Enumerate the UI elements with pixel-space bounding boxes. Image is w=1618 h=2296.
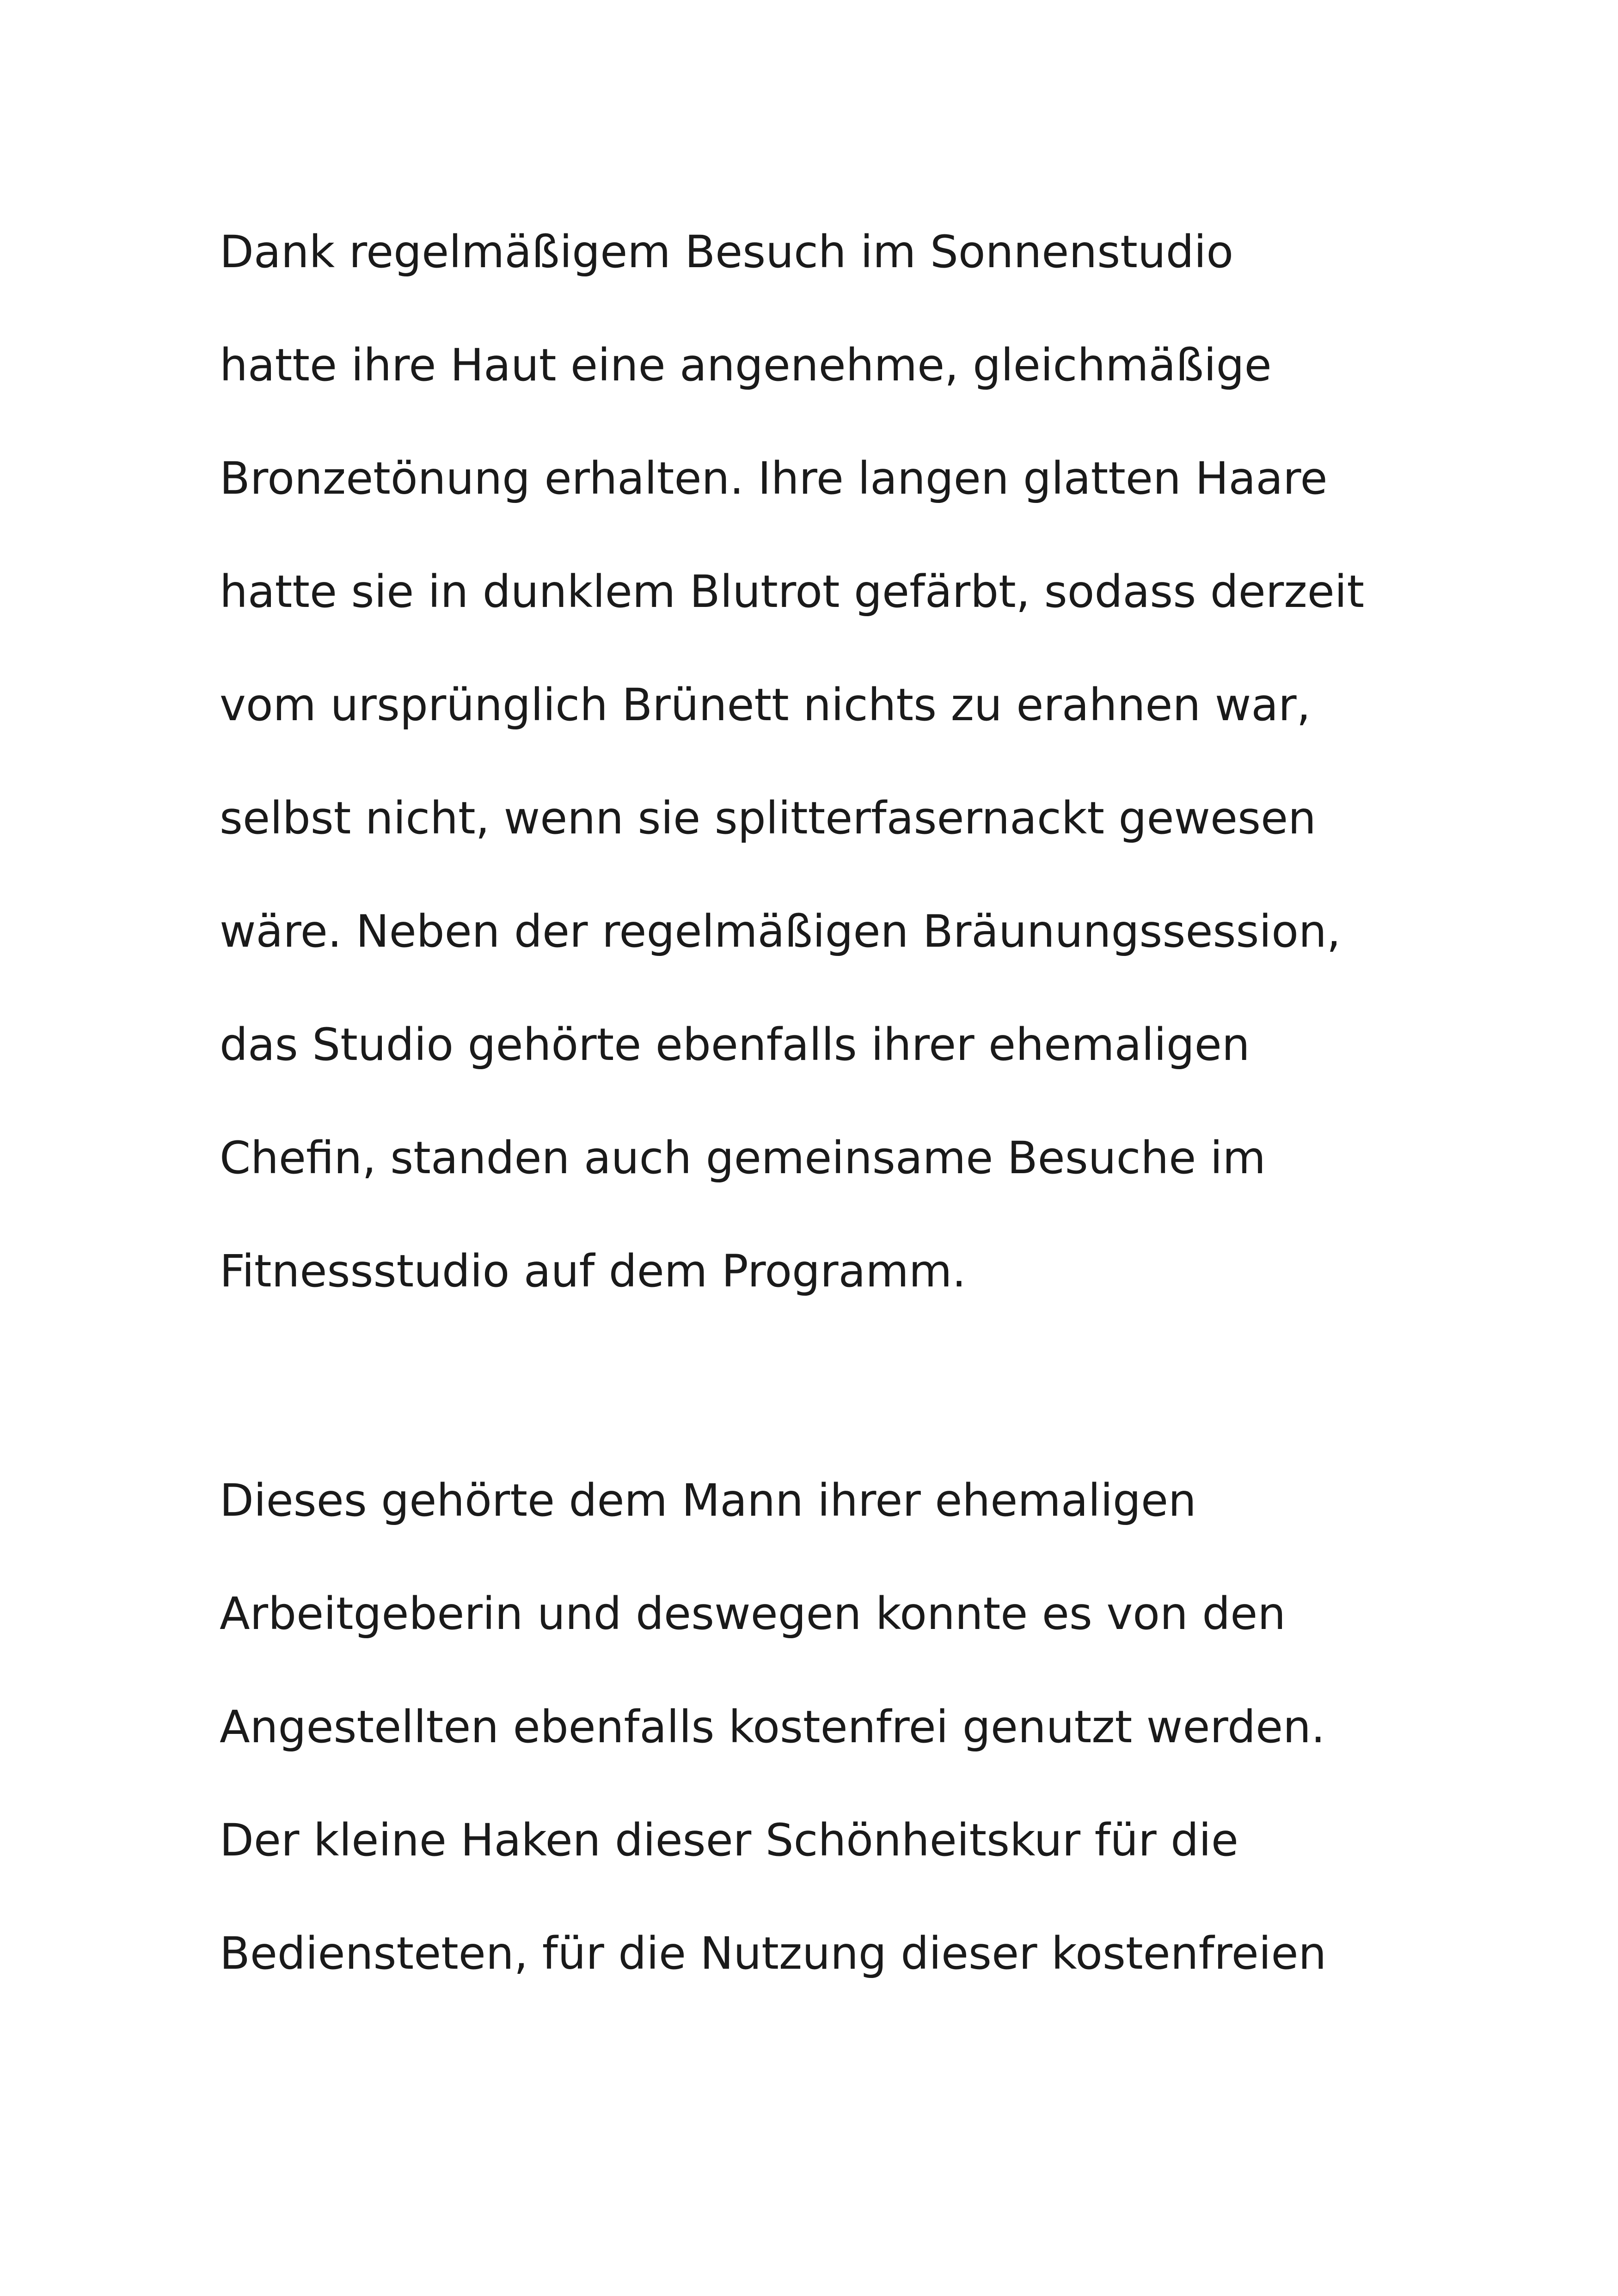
text-line: Chefin, standen auch gemeinsame Besuche im <box>220 1132 1266 1184</box>
text-line: hatte sie in dunklem Blutrot gefärbt, sodass derzeit <box>220 566 1365 618</box>
text-line: Fitnessstudio auf dem Programm. <box>220 1245 966 1297</box>
text-line: das Studio gehörte ebenfalls ihrer ehemaligen <box>220 1019 1250 1071</box>
paragraph-1 <box>220 196 1468 1328</box>
text-line: Dank regelmäßigem Besuch im Sonnenstudio <box>220 226 1234 278</box>
text-line: Bediensteten, für die Nutzung dieser kostenfreien <box>220 1928 1327 1979</box>
text-line: hatte ihre Haut eine angenehme, gleichmäßige <box>220 339 1272 391</box>
text-line: Dieses gehörte dem Mann ihrer ehemaligen <box>220 1475 1196 1526</box>
text-line: Bronzetönung erhalten. Ihre langen glatten Haare <box>220 453 1328 504</box>
text-line: Arbeitgeberin und deswegen konnte es von den <box>220 1588 1286 1640</box>
text-line: wäre. Neben der regelmäßigen Bräunungssession, <box>220 906 1341 957</box>
text-line: Angestellten ebenfalls kostenfrei genutzt werden. <box>220 1701 1325 1753</box>
text-line: Der kleine Haken dieser Schönheitskur für die <box>220 1814 1238 1866</box>
paragraph-2 <box>220 1444 1468 2010</box>
text-line: selbst nicht, wenn sie splitterfasernackt gewesen <box>220 792 1317 844</box>
text-line: vom ursprünglich Brünett nichts zu erahnen war, <box>220 679 1311 731</box>
